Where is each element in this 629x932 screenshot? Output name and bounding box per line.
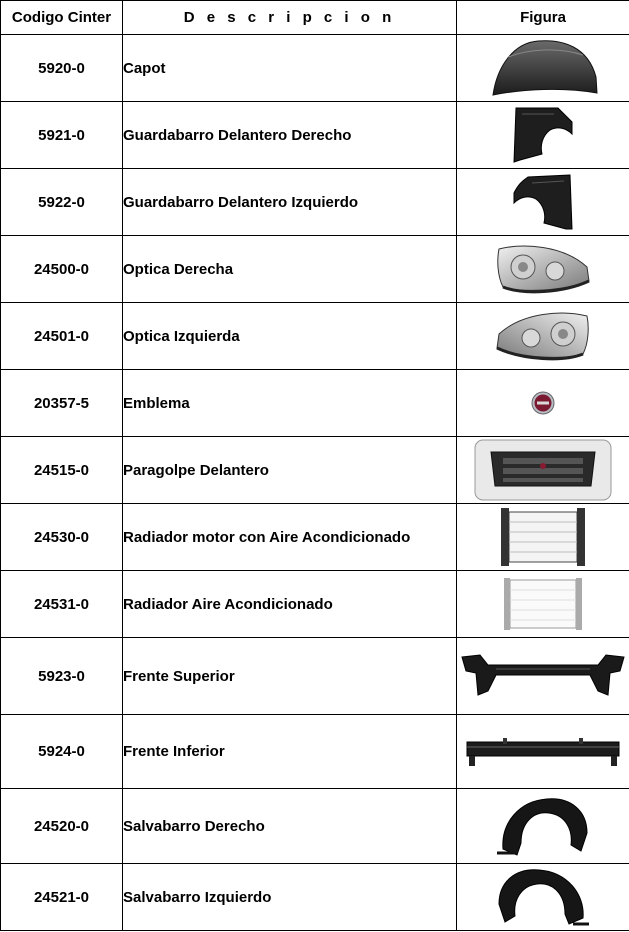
table-row xyxy=(1,236,629,303)
part-code: 5924-0 xyxy=(1,715,123,789)
part-figure xyxy=(457,370,629,437)
table-header-row xyxy=(1,1,629,35)
part-code: 24500-0 xyxy=(1,236,123,303)
part-code: 24530-0 xyxy=(1,504,123,571)
part-description: Frente Inferior xyxy=(123,715,457,789)
table-row xyxy=(1,864,629,931)
part-figure xyxy=(457,715,629,789)
part-description: Emblema xyxy=(123,370,457,437)
table-row xyxy=(1,504,629,571)
part-code: 24520-0 xyxy=(1,789,123,864)
wheel-liner-left-icon xyxy=(493,866,593,928)
ac-condenser-icon xyxy=(500,576,586,632)
lower-crossmember-icon xyxy=(463,734,623,770)
part-description: Radiador motor con Aire Acondicionado xyxy=(123,504,457,571)
upper-crossmember-icon xyxy=(460,651,626,701)
part-figure xyxy=(457,35,629,102)
emblem-icon xyxy=(531,391,555,415)
part-description: Salvabarro Izquierdo xyxy=(123,864,457,931)
radiator-icon xyxy=(497,506,589,568)
table-row xyxy=(1,638,629,715)
part-code: 24501-0 xyxy=(1,303,123,370)
part-figure xyxy=(457,504,629,571)
part-figure xyxy=(457,169,629,236)
table-row xyxy=(1,789,629,864)
part-figure xyxy=(457,102,629,169)
headlight-left-icon xyxy=(493,308,593,364)
part-description: Frente Superior xyxy=(123,638,457,715)
table-row xyxy=(1,35,629,102)
table-row xyxy=(1,303,629,370)
part-code: 24515-0 xyxy=(1,437,123,504)
header-description: D e s c r i p c i o n xyxy=(123,1,457,35)
part-figure xyxy=(457,437,629,504)
table-row xyxy=(1,102,629,169)
part-description: Guardabarro Delantero Derecho xyxy=(123,102,457,169)
part-figure xyxy=(457,303,629,370)
headlight-right-icon xyxy=(493,241,593,297)
table-row xyxy=(1,715,629,789)
part-description: Radiador Aire Acondicionado xyxy=(123,571,457,638)
table-row xyxy=(1,571,629,638)
part-code: 24531-0 xyxy=(1,571,123,638)
part-description: Optica Derecha xyxy=(123,236,457,303)
table-row xyxy=(1,437,629,504)
bumper-icon xyxy=(473,438,613,502)
part-code: 20357-5 xyxy=(1,370,123,437)
table-row xyxy=(1,169,629,236)
fender-left-icon xyxy=(508,171,578,233)
part-figure xyxy=(457,236,629,303)
part-code: 24521-0 xyxy=(1,864,123,931)
part-code: 5921-0 xyxy=(1,102,123,169)
table-row xyxy=(1,370,629,437)
part-code: 5922-0 xyxy=(1,169,123,236)
fender-right-icon xyxy=(508,104,578,166)
header-figure: Figura xyxy=(457,1,629,35)
wheel-liner-right-icon xyxy=(493,793,593,859)
part-description: Paragolpe Delantero xyxy=(123,437,457,504)
part-description: Capot xyxy=(123,35,457,102)
header-code: Codigo Cinter xyxy=(1,1,123,35)
part-code: 5920-0 xyxy=(1,35,123,102)
part-code: 5923-0 xyxy=(1,638,123,715)
part-description: Optica Izquierda xyxy=(123,303,457,370)
hood-icon xyxy=(483,37,603,99)
part-description: Salvabarro Derecho xyxy=(123,789,457,864)
part-description: Guardabarro Delantero Izquierdo xyxy=(123,169,457,236)
part-figure xyxy=(457,638,629,715)
part-figure xyxy=(457,864,629,931)
part-figure xyxy=(457,571,629,638)
part-figure xyxy=(457,789,629,864)
